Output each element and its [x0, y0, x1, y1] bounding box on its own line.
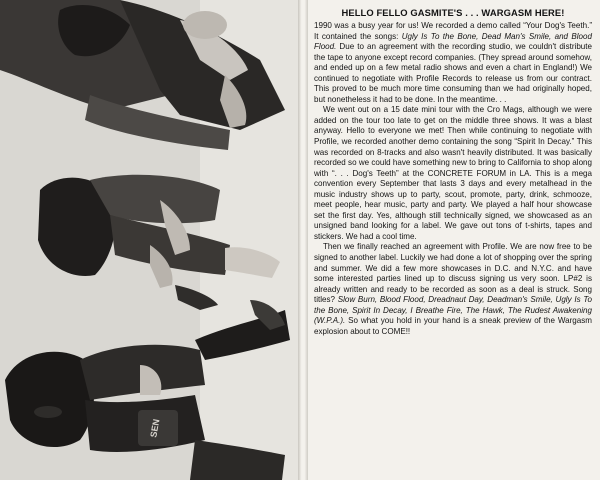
- body-text: Due to an agreement with the recording studio, we couldn't distribute the tape to anyone except record companies. (They spread around somehow, and ended up on a few metal radio shows and even a chart in England!) We continued to negotiate with Profile Records to release us from our contract. This proved to be much more time consuming than we had originally hoped, but nonetheless it had to be done. In the meantime. . .: [314, 42, 592, 104]
- body-text: 1990 was a busy year for us! We recorded a demo called “Your Dog's Teeth.” It contained the songs:: [314, 21, 592, 41]
- band-photo-icon: [0, 0, 298, 480]
- body-text: We went out on a 15 date mini tour with the Cro Mags, although we were added on the tour too late to get on the middle three shows. It was a blast anyway. Hello to everyone we met! Then while continuing to negotiate with Profile, we recorded another demo containing the song “Spirit In Decay.” This was recorded on 8-tracks and also wasn't heavily distributed. It was basically recorded so we could have something new to bring to California to shop along with “. . . Dog's Teeth” at the CONCRETE FORUM in LA. This is a mega convention every September that lasts 3 days and every metalhead in the music industry shows up to party, scout, promote, party, drink, schmooze, meet people, hear music, party and party. We played a half hour showcase set the first day. Yes, although still technically signed, we showcased as an unsigned band looking for a label. We gave out tons of t-shirts, tapes and stickers. We had a cool time.: [314, 105, 592, 241]
- body-text: Then we finally reached an agreement with Profile. We are now free to be signed to another label. Luckily we had done a lot of shopping over the spring and summer. We did a few more showcases in D.C. and N.Y.C. and have some interested parties lined up to discuss signing us very soon. LP#2 is already written and ready to be recorded as soon as a deal is struck. Song titles?: [314, 242, 592, 305]
- song-titles-text: Slow Burn, Blood Flood, Dreadnaut Day, Deadman's Smile, Ugly Is To the Bone, Spirit In Decay, I Breathe Fire, The Hawk, The Rudest Awakening (W.P.A.).: [314, 295, 592, 326]
- page-title: HELLO FELLO GASMITE'S . . . WARGASM HERE!: [341, 7, 565, 18]
- paragraph-2: [314, 105, 592, 242]
- page-fold: [298, 0, 308, 480]
- liner-notes-text: [308, 0, 600, 480]
- paragraph-3: [314, 242, 592, 337]
- band-photo: [0, 0, 298, 480]
- shirt-text: SEN: [148, 418, 162, 439]
- song-titles-text: Ugly Is To the Bone, Dead Man's Smile, and Blood Flood.: [314, 31, 592, 52]
- paragraph-1: [314, 21, 592, 105]
- body-text: So what you hold in your hand is a sneak preview of the Wargasm explosion about to COME!!: [314, 316, 592, 336]
